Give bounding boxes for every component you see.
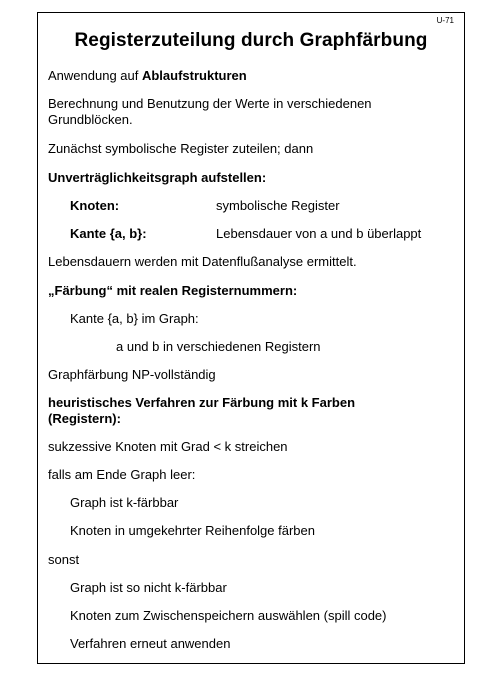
page-title: Registerzuteilung durch Graphfärbung bbox=[74, 30, 428, 51]
line-repeat: Verfahren erneut anwenden bbox=[70, 636, 231, 651]
line-color-reverse: Knoten in umgekehrter Reihenfolge färben bbox=[70, 523, 315, 538]
definition-edge-text: Lebensdauer von a und b überlappt bbox=[216, 226, 422, 241]
line-np-complete: Graphfärbung NP-vollständig bbox=[48, 367, 216, 382]
line-otherwise: sonst bbox=[48, 552, 80, 567]
line-computation-1: Berechnung und Benutzung der Werte in verschiedenen bbox=[48, 96, 372, 111]
heading-conflict-graph: Unverträglichkeitsgraph aufstellen: bbox=[48, 170, 267, 185]
slide-frame bbox=[37, 12, 465, 664]
definition-edge bbox=[70, 226, 422, 242]
heading-heuristic-1: heuristisches Verfahren zur Färbung mit k Farben bbox=[48, 395, 356, 410]
line-lifetimes: Lebensdauern werden mit Datenflußanalyse ermittelt. bbox=[48, 254, 357, 269]
line-application-text: Anwendung auf bbox=[48, 68, 142, 83]
line-colorable: Graph ist k-färbbar bbox=[70, 495, 179, 510]
line-not-colorable: Graph ist so nicht k-färbbar bbox=[70, 580, 227, 595]
definition-edge-term: Kante {a, b}: bbox=[70, 226, 147, 241]
line-spill-code: Knoten zum Zwischenspeichern auswählen (spill code) bbox=[70, 608, 387, 623]
page-number: U-71 bbox=[436, 16, 454, 25]
heading-heuristic-2: (Registern): bbox=[48, 411, 121, 426]
line-if-empty: falls am Ende Graph leer: bbox=[48, 467, 196, 482]
definition-nodes-text: symbolische Register bbox=[216, 198, 340, 213]
line-application bbox=[48, 68, 247, 84]
line-remove-nodes: sukzessive Knoten mit Grad < k streichen bbox=[48, 439, 288, 454]
line-computation-2: Grundblöcken. bbox=[48, 112, 133, 127]
line-edge-in-graph: Kante {a, b} im Graph: bbox=[70, 311, 199, 326]
line-different-registers: a und b in verschiedenen Registern bbox=[116, 339, 321, 354]
definition-nodes-term: Knoten: bbox=[70, 198, 120, 213]
line-application-bold: Ablaufstrukturen bbox=[141, 68, 247, 83]
definition-nodes bbox=[70, 198, 340, 214]
line-symbolic-registers: Zunächst symbolische Register zuteilen; dann bbox=[48, 141, 314, 156]
heading-coloring: „Färbung“ mit realen Registernummern: bbox=[48, 283, 298, 298]
